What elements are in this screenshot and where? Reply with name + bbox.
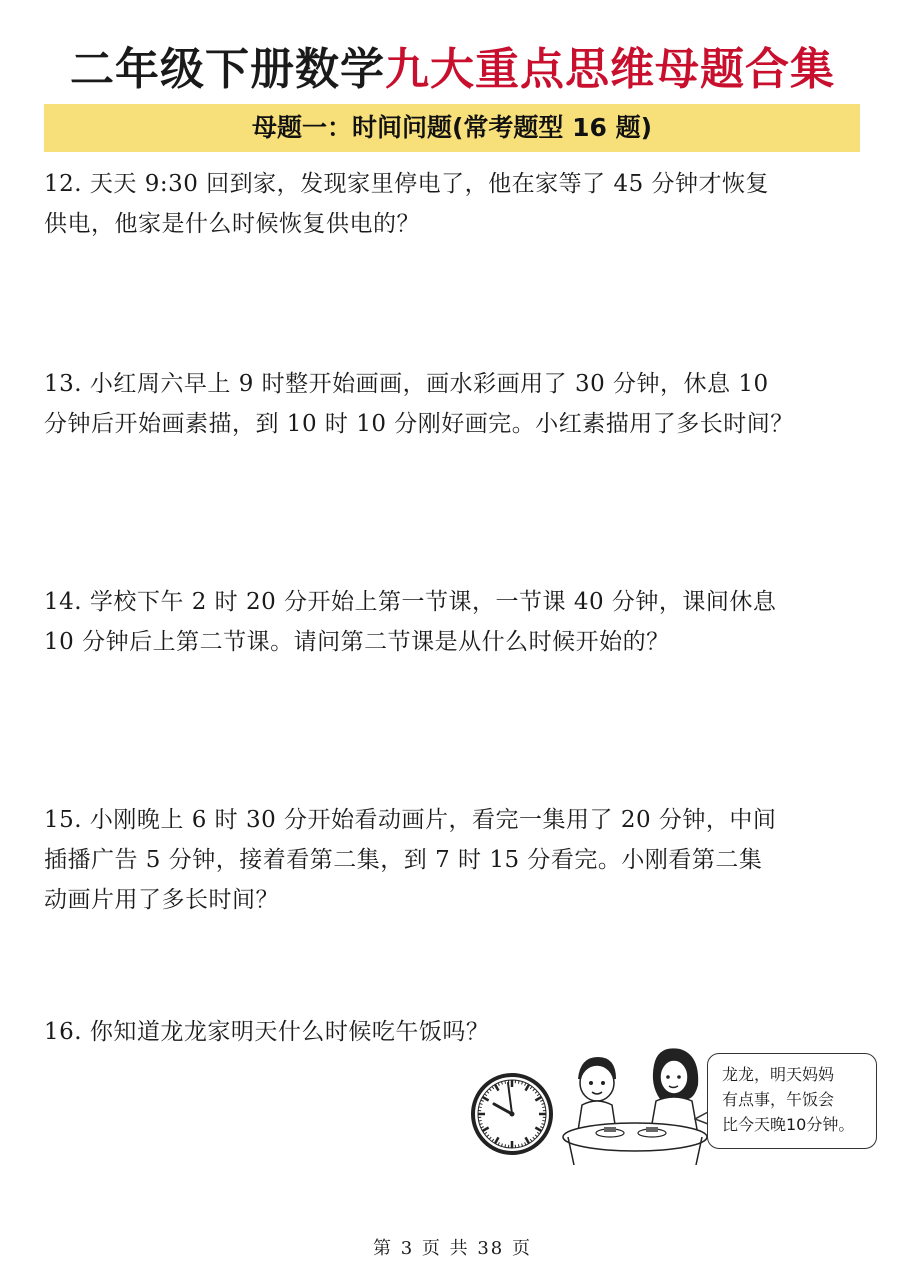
page-number: 第 3 页 共 38 页 — [373, 1238, 532, 1259]
clock-tick — [518, 1081, 519, 1084]
question-line: 动画片用了多长时间？ — [44, 887, 279, 913]
question-13 — [44, 364, 862, 444]
speech-line: 有点事，午饭会 — [722, 1090, 835, 1109]
clock-tick — [505, 1144, 506, 1147]
clock-tick — [518, 1144, 519, 1147]
clock-tick — [505, 1081, 506, 1084]
title-part-2: 九大重点思维母题合集 — [385, 44, 835, 95]
family-dining-illustration — [560, 1045, 715, 1165]
question-line: 12. 天天 9:30 回到家，发现家里停电了，他在家等了 45 分钟才恢复 — [44, 171, 770, 197]
question-14 — [44, 582, 862, 662]
question-12 — [44, 164, 862, 244]
question-line: 供电，他家是什么时候恢复供电的？ — [44, 211, 420, 237]
page-title — [0, 38, 905, 102]
question-line: 分钟后开始画素描，到 10 时 10 分刚好画完。小红素描用了多长时间？ — [44, 411, 794, 437]
wall-clock-icon — [470, 1068, 556, 1158]
question-15 — [44, 800, 862, 920]
question-line: 14. 学校下午 2 时 20 分开始上第一节课，一节课 40 分钟，课间休息 — [44, 589, 777, 615]
question-line: 15. 小刚晚上 6 时 30 分开始看动画片，看完一集用了 20 分钟，中间 — [44, 807, 777, 833]
clock-tick — [479, 1120, 482, 1121]
clock-tick — [542, 1107, 545, 1108]
section-banner: 母题一：时间问题(常考题型 16 题) — [44, 104, 860, 152]
question-line: 16. 你知道龙龙家明天什么时候吃午饭吗？ — [44, 1019, 490, 1045]
question-16 — [44, 1012, 862, 1052]
title-part-1: 二年级下册数学 — [70, 44, 385, 95]
speech-bubble — [707, 1053, 877, 1149]
clock-tick — [479, 1107, 482, 1108]
question-line: 13. 小红周六早上 9 时整开始画画，画水彩画用了 30 分钟，休息 10 — [44, 371, 769, 397]
speech-line: 龙龙，明天妈妈 — [722, 1065, 835, 1084]
clock-tick — [542, 1120, 545, 1121]
question-line: 10 分钟后上第二节课。请问第二节课是从什么时候开始的？ — [44, 629, 670, 655]
speech-line: 比今天晚10分钟。 — [722, 1115, 855, 1134]
question-line: 插播广告 5 分钟，接着看第二集，到 7 时 15 分看完。小刚看第二集 — [44, 847, 763, 873]
